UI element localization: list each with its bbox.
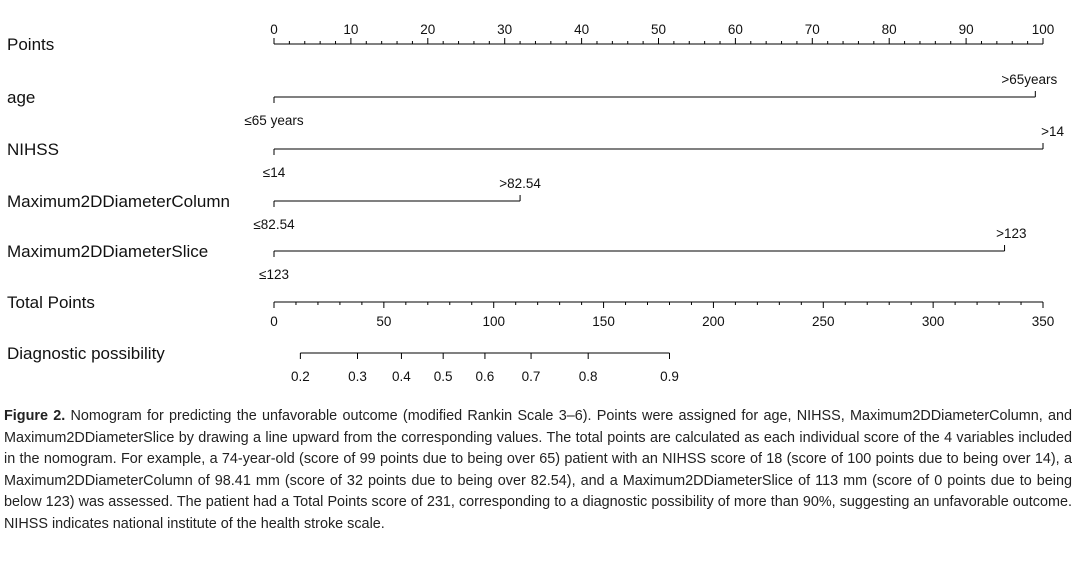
- row-label-maximum2ddiameterslice: Maximum2DDiameterSlice: [7, 242, 209, 261]
- tick-label-diagnostic-possibility: 0.6: [475, 369, 495, 384]
- tick-label-diagnostic-possibility: 0.7: [521, 369, 541, 384]
- tick-label-total-points: 250: [812, 314, 835, 329]
- tick-label-diagnostic-possibility: 0.3: [348, 369, 367, 384]
- row-label-maximum2ddiametercolumn: Maximum2DDiameterColumn: [7, 192, 230, 211]
- tick-label-diagnostic-possibility: 0.4: [392, 369, 411, 384]
- tick-label-points: 10: [343, 22, 359, 37]
- tick-label-total-points: 0: [270, 314, 278, 329]
- figure-caption-body: Nomogram for predicting the unfavorable outcome (modified Rankin Scale 3–6). Points were assigned for age, NIHSS, Maximum2DDiameterColumn, and Maximum2DDiameterSlice by drawing a line upward from the corresponding values. The total points are calculated as each individual score of the 4 variables included in the nomogram. For example, a 74-year-old (score of 99 points due to being over 65) patient with an NIHSS score of 18 (score of 100 points due to being over 14), a Maximum2DDiameterColumn of 98.41 mm (score of 32 points due to being over 82.54), and a Maximum2DDiameterSlice of 113 mm (score of 0 points due to being below 123) was assessed. The patient had a Total Points score of 231, corresponding to a diagnostic possibility of more than 90%, suggesting an unfavorable outcome. NIHSS indicates national institute of the health stroke scale.: [4, 408, 1072, 532]
- tick-label-points: 30: [497, 22, 513, 37]
- tick-label-points: 20: [420, 22, 436, 37]
- tick-label-total-points: 100: [482, 314, 505, 329]
- tick-label-points: 100: [1031, 22, 1055, 37]
- level-label-age: ≤65 years: [244, 113, 304, 128]
- row-label-diagnostic-possibility: Diagnostic possibility: [7, 344, 165, 363]
- tick-label-total-points: 350: [1031, 314, 1055, 329]
- level-label-maximum2ddiametercolumn: >82.54: [499, 176, 541, 191]
- tick-label-points: 70: [804, 22, 820, 37]
- tick-label-total-points: 150: [592, 314, 615, 329]
- level-label-nihss: ≤14: [262, 165, 286, 180]
- row-label-total-points: Total Points: [7, 293, 95, 312]
- tick-label-points: 90: [958, 22, 974, 37]
- tick-label-points: 0: [270, 22, 278, 37]
- tick-label-points: 40: [574, 22, 590, 37]
- tick-label-diagnostic-possibility: 0.5: [433, 369, 453, 384]
- level-label-maximum2ddiameterslice: >123: [996, 226, 1027, 241]
- tick-label-total-points: 50: [376, 314, 392, 329]
- level-label-nihss: >14: [1041, 124, 1064, 139]
- level-label-age: >65years: [1001, 72, 1058, 87]
- tick-label-total-points: 200: [702, 314, 725, 329]
- tick-label-diagnostic-possibility: 0.9: [660, 369, 679, 384]
- level-label-maximum2ddiametercolumn: ≤82.54: [253, 217, 295, 232]
- row-label-points: Points: [7, 35, 55, 54]
- level-label-maximum2ddiameterslice: ≤123: [259, 267, 289, 282]
- tick-label-points: 50: [650, 22, 667, 37]
- figure-caption-lead: Figure 2.: [4, 408, 66, 424]
- tick-label-diagnostic-possibility: 0.8: [578, 369, 598, 384]
- figure-caption: [4, 406, 1072, 536]
- tick-label-points: 60: [727, 22, 743, 37]
- tick-label-total-points: 300: [921, 314, 945, 329]
- tick-label-points: 80: [881, 22, 897, 37]
- row-label-nihss: NIHSS: [7, 140, 59, 159]
- tick-label-diagnostic-possibility: 0.2: [290, 369, 310, 384]
- row-label-age: age: [7, 88, 36, 107]
